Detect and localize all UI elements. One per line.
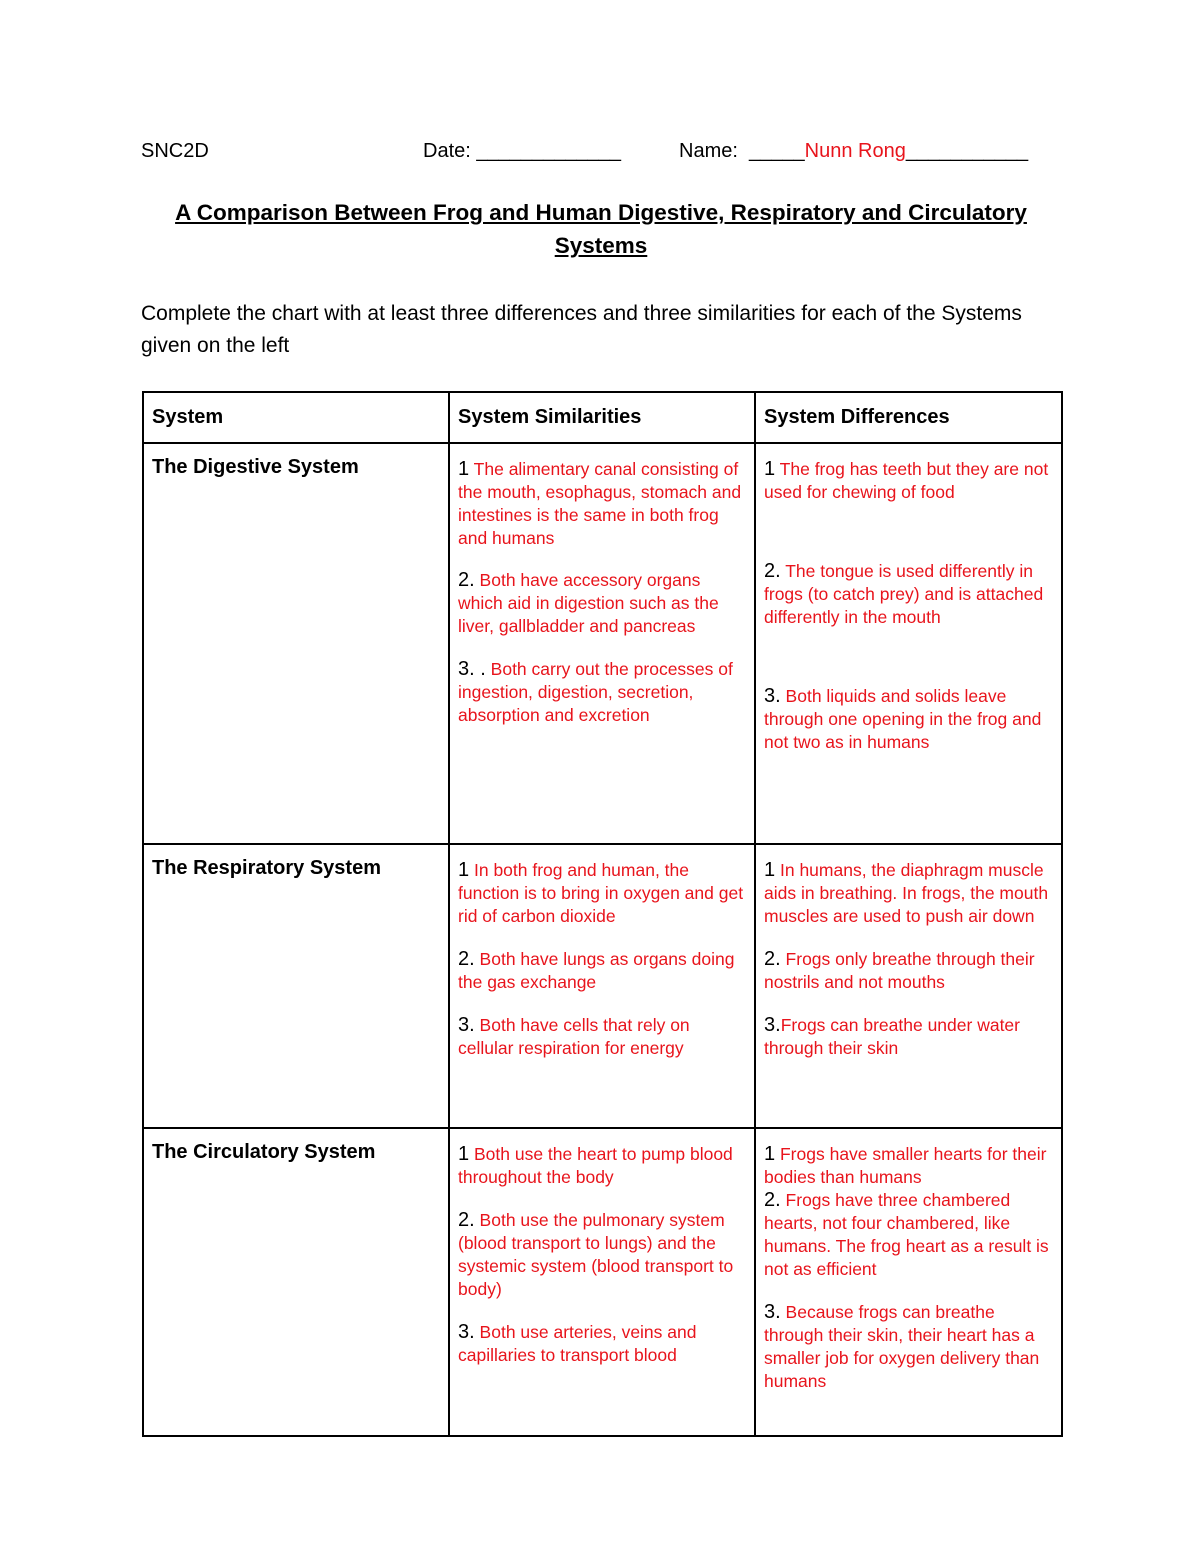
name-field	[679, 140, 1028, 163]
table-row-digestive	[143, 443, 1062, 844]
similarities-cell	[449, 844, 755, 1128]
system-name: The Respiratory System	[143, 844, 449, 1128]
list-item: 2. Both use the pulmonary system (blood transport to lungs) and the systemic system (blood transport to body)	[458, 1209, 734, 1299]
name-underline: ___________	[905, 140, 1029, 162]
list-item: 3. Both liquids and solids leave through one opening in the frog and not two as in humans	[764, 685, 1042, 752]
name-label: Name: _____	[679, 140, 805, 162]
list-item: 1 Frogs have smaller hearts for their bodies than humans	[764, 1143, 1047, 1187]
instructions: Complete the chart with at least three differences and three similarities for each of the Systems given on the left	[141, 302, 1022, 357]
list-item: 3.Frogs can breathe under water through their skin	[764, 1014, 1020, 1058]
list-item: 3. . Both carry out the processes of ingestion, digestion, secretion, absorption and excretion	[458, 658, 733, 725]
header-similarities: System Similarities	[449, 392, 755, 443]
list-item: 1 Both use the heart to pump blood throughout the body	[458, 1143, 733, 1187]
differences-cell	[755, 1128, 1062, 1436]
list-item: 2. The tongue is used differently in frogs (to catch prey) and is attached differently in the mouth	[764, 560, 1044, 627]
list-item: 2. Both have accessory organs which aid in digestion such as the liver, gallbladder and pancreas	[458, 569, 719, 636]
comparison-table	[142, 391, 1063, 1437]
system-name: The Circulatory System	[143, 1128, 449, 1436]
list-item: 2. Both have lungs as organs doing the gas exchange	[458, 948, 735, 992]
list-item: 2. Frogs only breathe through their nostrils and not mouths	[764, 948, 1035, 992]
list-item: 1 In both frog and human, the function is to bring in oxygen and get rid of carbon dioxide	[458, 859, 744, 926]
list-item: 3. Because frogs can breathe through their skin, their heart has a smaller job for oxygen delivery than humans	[764, 1301, 1040, 1391]
worksheet-header	[141, 140, 1061, 170]
student-name: Nunn Rong	[804, 140, 906, 162]
differences-cell	[755, 443, 1062, 844]
differences-cell	[755, 844, 1062, 1128]
date-field: Date: _____________	[423, 140, 621, 162]
page-title: A Comparison Between Frog and Human Digestive, Respiratory and Circulatory Systems	[175, 200, 1027, 258]
header-system: System	[143, 392, 449, 443]
table-row-circulatory	[143, 1128, 1062, 1436]
list-item: 2. Frogs have three chambered hearts, not four chambered, like humans. The frog heart as a result is not as efficient	[764, 1189, 1049, 1279]
similarities-cell	[449, 1128, 755, 1436]
header-differences: System Differences	[755, 392, 1062, 443]
table-row-respiratory	[143, 844, 1062, 1128]
list-item: 1 The alimentary canal consisting of the mouth, esophagus, stomach and intestines is the same in both frog and humans	[458, 458, 742, 548]
course-code: SNC2D	[141, 140, 209, 162]
system-name: The Digestive System	[143, 443, 449, 844]
list-item: 1 The frog has teeth but they are not used for chewing of food	[764, 458, 1049, 502]
similarities-cell	[449, 443, 755, 844]
list-item: 3. Both use arteries, veins and capillaries to transport blood	[458, 1321, 697, 1365]
table-header-row	[143, 392, 1062, 443]
list-item: 1 In humans, the diaphragm muscle aids in breathing. In frogs, the mouth muscles are used to push air down	[764, 859, 1049, 926]
list-item: 3. Both have cells that rely on cellular respiration for energy	[458, 1014, 690, 1058]
